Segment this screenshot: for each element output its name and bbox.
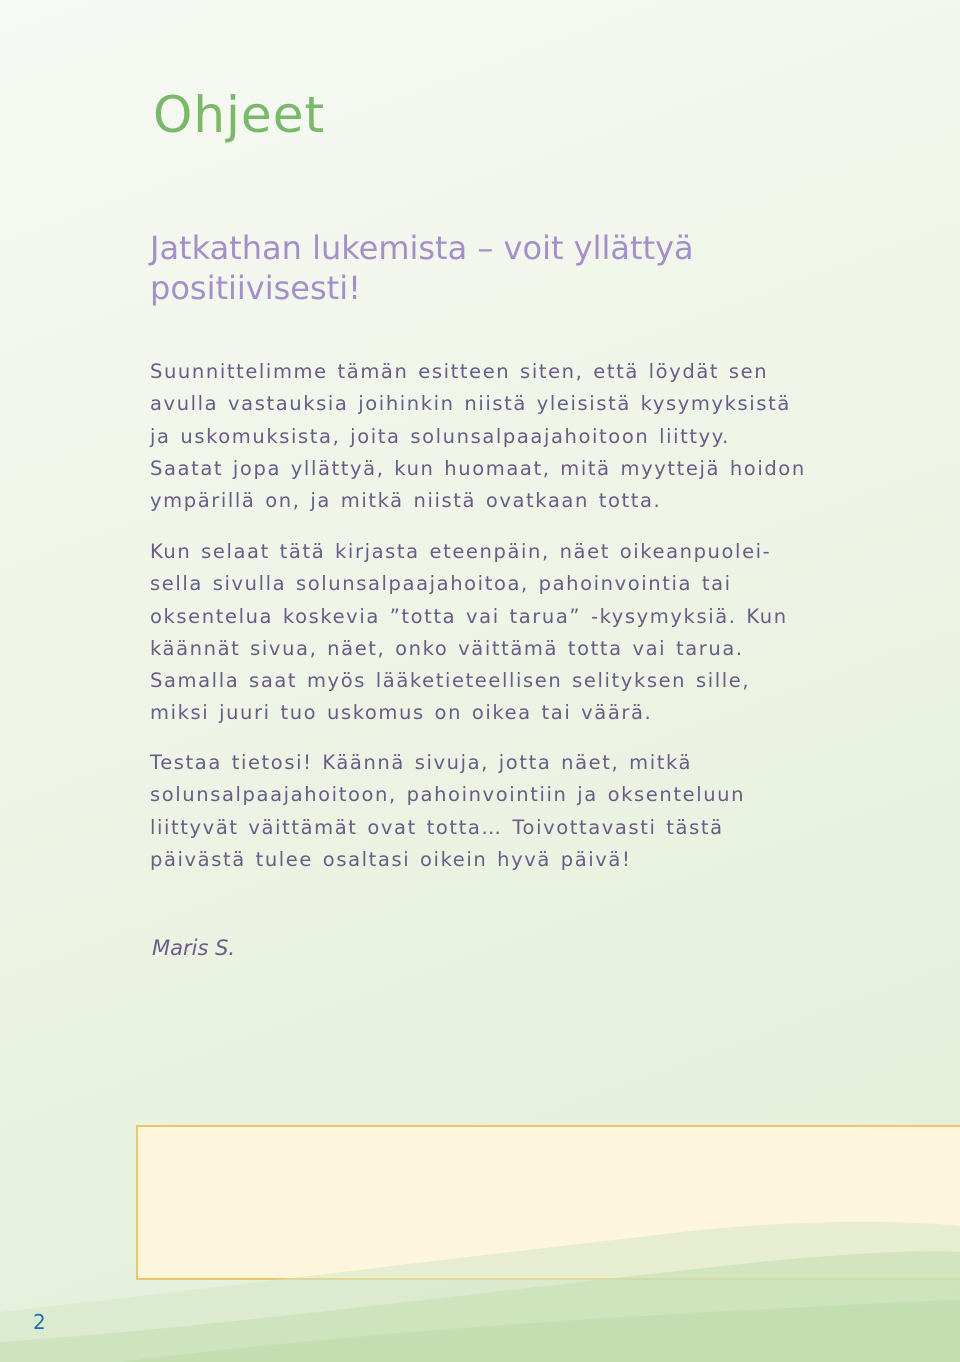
signature: Maris S. bbox=[152, 936, 236, 960]
instructions-paragraph: Kun selaat tätä kirjasta eteenpäin, näet oikeanpuolei-sella sivulla solunsalpaajahoitoa, pahoinvointia tai oksentelua koskevia ”totta vai tarua” -kysymyksiä. Kun käännät sivua, näet, onko väittämä totta vai tarua. Samalla saat myös lääketieteellisen selityksen sille, miksi juuri tuo uskomus on oikea tai väärä. bbox=[150, 540, 788, 725]
decorative-wave bbox=[0, 1222, 960, 1362]
page-title: Ohjeet bbox=[153, 86, 326, 144]
closing-paragraph: Testaa tietosi! Käännä sivuja, jotta näet, mitkä solunsalpaajahoitoon, pahoinvointiin ja oksenteluun liittyvät väittämät ovat totta… Toivottavasti tästä päivästä tulee osaltasi oikein hyvä päivä! bbox=[150, 751, 746, 871]
intro-paragraph: Suunnittelimme tämän esitteen siten, että löydät sen avulla vastauksia joihinkin niistä yleisistä kysymyksistä ja uskomuksista, joita solunsalpaajahoitoon liittyy. Saatat jopa yllättyä, kun huomaat, mitä myyttejä hoidon ympärillä on, ja mitkä niistä ovatkaan totta. bbox=[150, 360, 806, 513]
page-number: 2 bbox=[33, 1310, 46, 1334]
page-subtitle: Jatkathan lukemista – voit yllättyä positiivisesti! bbox=[150, 229, 694, 307]
